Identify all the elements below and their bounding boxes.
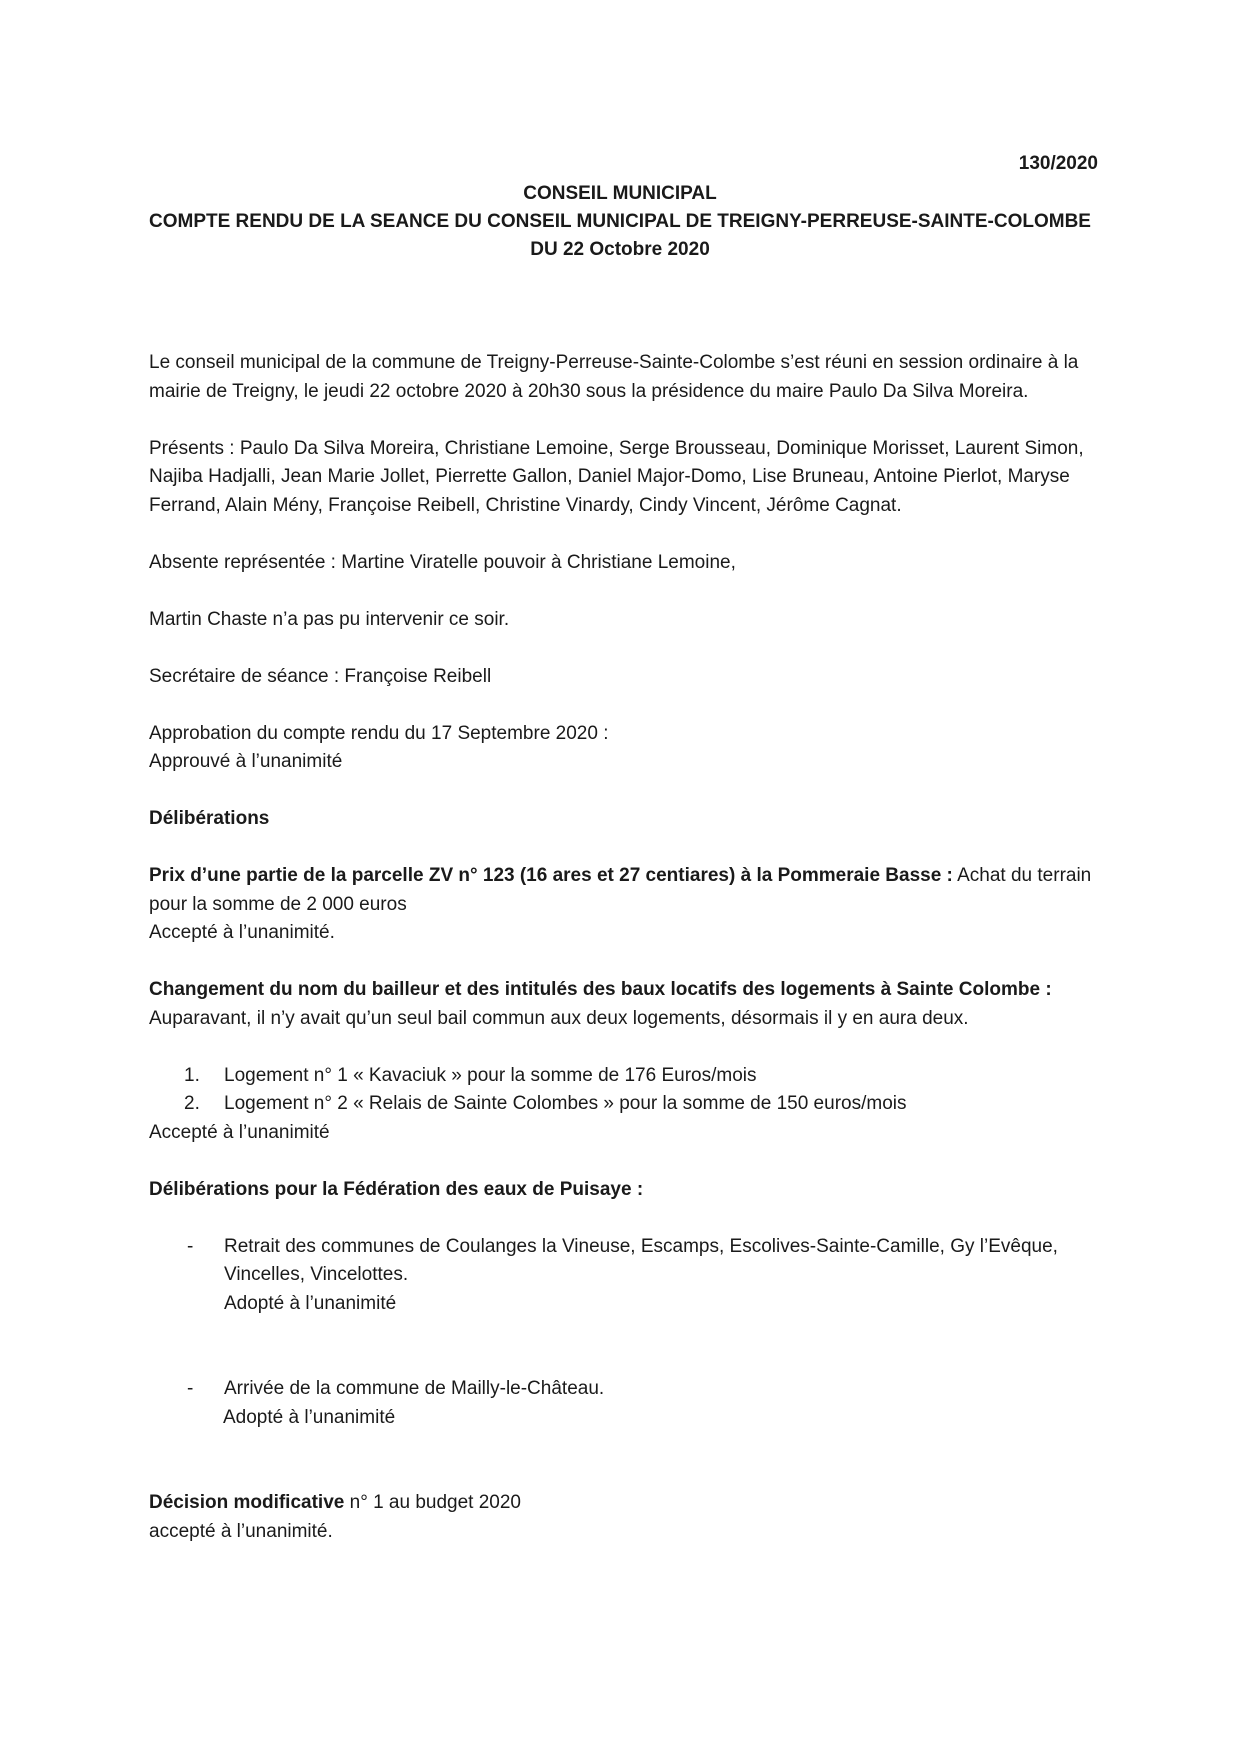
logements-list [149, 1062, 1109, 1119]
list-item-number: 1. [184, 1064, 200, 1086]
approbation-line: Approbation du compte rendu du 17 Septembre 2020 : [149, 722, 609, 744]
approbation-paragraph [149, 720, 1109, 777]
document-body [149, 349, 1109, 1546]
item-parcelle-title: Prix d’une partie de la parcelle ZV n° 123 (16 ares et 27 centiares) à la Pommeraie Basse : [149, 865, 953, 886]
item-decision-text: n° 1 au budget 2020 [344, 1492, 521, 1513]
list-item [149, 1090, 1109, 1119]
dash-bullet: - [187, 1378, 194, 1399]
item-baux-title: Changement du nom du bailleur et des intitulés des baux locatifs des logements à Sainte Colombe : [149, 979, 1052, 1000]
retrait-item [149, 1233, 1109, 1319]
document-number: 130/2020 [1018, 153, 1098, 174]
item-baux [149, 976, 1109, 1147]
document-header [120, 180, 1120, 264]
arrivee-text: Arrivée de la commune de Mailly-le-Château. [224, 1378, 605, 1399]
item-parcelle-text: Achat du terrain pour la somme de 2 000 euros [149, 865, 1092, 915]
item-decision [149, 1489, 1109, 1546]
intro-paragraph: Le conseil municipal de la commune de Treigny-Perreuse-Sainte-Colombe s’est réuni en session ordinaire à la mairie de Treigny, le jeudi 22 octobre 2020 à 20h30 sous la présidence du maire Paulo Da Silva Moreira. [149, 352, 1079, 402]
item-federation-title: Délibérations pour la Fédération des eaux de Puisaye : [149, 1178, 644, 1200]
item-parcelle [149, 862, 1109, 948]
header-line-3: DU 22 Octobre 2020 [530, 239, 710, 260]
deliberations-heading: Délibérations [149, 808, 270, 829]
approbation-result: Approuvé à l’unanimité [149, 751, 343, 772]
header-line-2: COMPTE RENDU DE LA SEANCE DU CONSEIL MUNICIPAL DE TREIGNY-PERREUSE-SAINTE-COLOMBE [149, 211, 1091, 232]
retrait-result: Adopté à l’unanimité [224, 1292, 397, 1314]
arrivee-item [149, 1375, 1109, 1432]
list-item-number: 2. [184, 1093, 200, 1114]
list-item [149, 1062, 1109, 1091]
list-item-text: Logement n° 2 « Relais de Sainte Colombes » pour la somme de 150 euros/mois [224, 1093, 907, 1114]
item-baux-text: Auparavant, il n’y avait qu’un seul bail commun aux deux logements, désormais il y en aura deux. [149, 1007, 969, 1029]
list-item-text: Logement n° 1 « Kavaciuk » pour la somme de 176 Euros/mois [224, 1064, 757, 1086]
header-line-1: CONSEIL MUNICIPAL [523, 183, 717, 204]
presents-paragraph: Présents : Paulo Da Silva Moreira, Christiane Lemoine, Serge Brousseau, Dominique Morisset, Laurent Simon, Najiba Hadjalli, Jean Marie Jollet, Pierrette Gallon, Daniel Major-Domo, Lise Bruneau, Antoine Pierlot, Maryse Ferrand, Alain Mény, Françoise Reibell, Christine Vinardy, Cindy Vincent, Jérôme Cagnat. [149, 437, 1084, 516]
dash-bullet: - [187, 1235, 194, 1257]
martin-paragraph: Martin Chaste n’a pas pu intervenir ce soir. [149, 608, 510, 630]
item-decision-title: Décision modificative [149, 1492, 345, 1513]
secretaire-paragraph: Secrétaire de séance : Françoise Reibell [149, 665, 492, 687]
item-federation [149, 1176, 1109, 1433]
retrait-text: Retrait des communes de Coulanges la Vineuse, Escamps, Escolives-Sainte-Camille, Gy l’Evêque, Vincelles, Vincelottes. [224, 1235, 1058, 1285]
item-parcelle-result: Accepté à l’unanimité. [149, 922, 335, 943]
item-baux-result: Accepté à l’unanimité [149, 1121, 330, 1143]
arrivee-result: Adopté à l’unanimité [223, 1406, 396, 1428]
absente-paragraph: Absente représentée : Martine Viratelle pouvoir à Christiane Lemoine, [149, 551, 736, 573]
item-decision-result: accepté à l’unanimité. [149, 1520, 333, 1542]
